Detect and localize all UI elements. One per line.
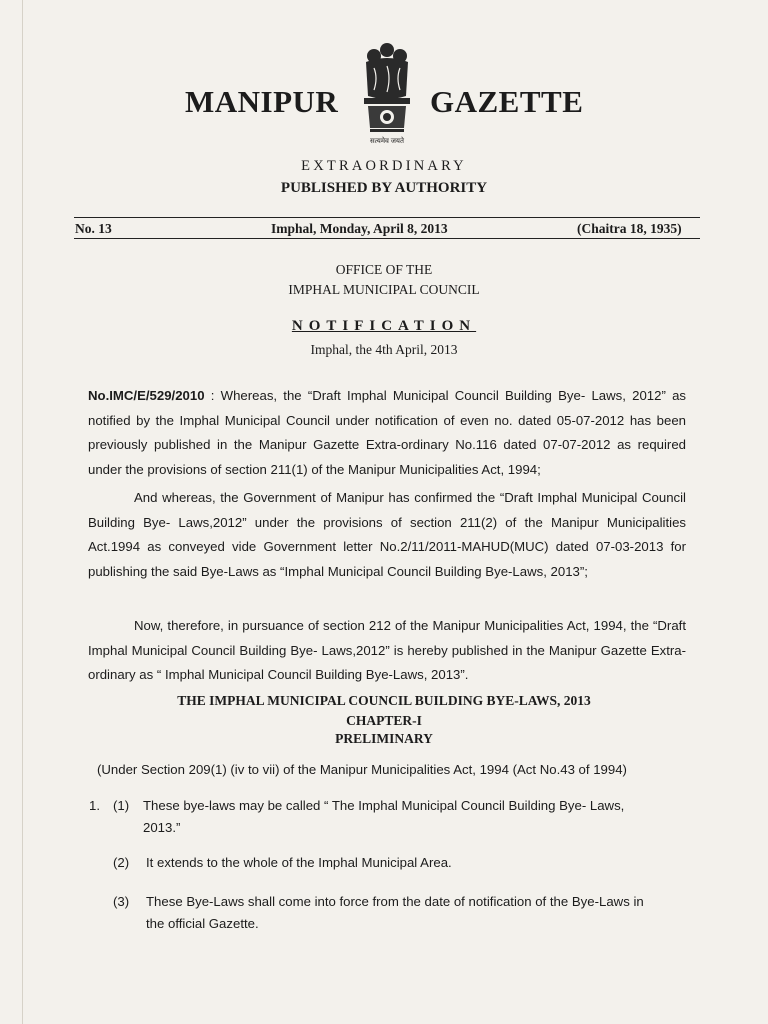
clause-3-continuation: the official Gazette. xyxy=(146,916,259,931)
issue-top-rule xyxy=(74,217,700,218)
notification-title: NOTIFICATION xyxy=(291,318,477,334)
clause-1-text: These bye-laws may be called “ The Imphal Municipal Council Building Bye- Laws, xyxy=(143,798,625,813)
emblem-motto: सत्यमेव जयते xyxy=(370,137,404,145)
paragraph-1-text: : Whereas, the “Draft Imphal Municipal Council Building Bye- Laws, 2012” as notified by the Imphal Municipal Council under notification of even no. dated 05-07-2012 has been previously published in the Manipur Gazette Extra-ordinary No.116 dated 07-07-2012 as required under the provisions of section 211(1) of the Manipur Municipalities Act, 1994; xyxy=(88,388,686,477)
edition-label: EXTRAORDINARY xyxy=(301,158,467,174)
reference-number: No.IMC/E/529/2010 xyxy=(88,388,205,403)
office-line-1: OFFICE OF THE xyxy=(335,262,433,277)
clause-2-text: It extends to the whole of the Imphal Municipal Area. xyxy=(146,855,452,870)
notification-paragraph-1 xyxy=(88,384,686,482)
clause-1-number: (1) xyxy=(113,798,130,813)
clause-2-number: (2) xyxy=(113,855,130,870)
notification-paragraph-3: Now, therefore, in pursuance of section 212 of the Manipur Municipalities Act, 1994, the “Draft Imphal Municipal Council Building Bye- Laws,2012” is hereby published in the Manipur Gazette Extra-ordinary as “ Imphal Municipal Council Building Bye-Laws, 2013”. xyxy=(88,618,686,683)
byelaws-title: THE IMPHAL MUNICIPAL COUNCIL BUILDING BYE-LAWS, 2013 xyxy=(177,693,591,708)
notification-paragraph-2: And whereas, the Government of Manipur has confirmed the “Draft Imphal Municipal Council Building Bye- Laws,2012” under the provisions of section 211(2) of the Manipur Municipalities Act.1994 as conveyed vide Government letter No.2/11/2011-MAHUD(MUC) dated 07-03-2013 for publishing the said Bye-Laws as “Imphal Municipal Council Building Bye-Laws, 2013”; xyxy=(88,490,686,579)
masthead-title-left: MANIPUR xyxy=(185,84,339,119)
notification-dateline: Imphal, the 4th April, 2013 xyxy=(310,342,458,357)
chapter-title: PRELIMINARY xyxy=(335,731,433,746)
scan-margin-line xyxy=(22,0,23,1024)
under-section-note: (Under Section 209(1) (iv to vii) of the Manipur Municipalities Act, 1994 (Act No.43 of 1994) xyxy=(97,762,627,777)
clause-3-number: (3) xyxy=(113,894,130,909)
office-line-2: IMPHAL MUNICIPAL COUNCIL xyxy=(288,282,480,297)
issue-number: No. 13 xyxy=(75,221,112,236)
item-number: 1. xyxy=(89,798,100,813)
authority-label: PUBLISHED BY AUTHORITY xyxy=(280,180,488,196)
masthead-title-right: GAZETTE xyxy=(430,84,584,119)
state-emblem-icon xyxy=(354,36,420,152)
chapter-label: CHAPTER-I xyxy=(346,713,422,728)
issue-place-date: Imphal, Monday, April 8, 2013 xyxy=(271,221,448,236)
issue-saka-date: (Chaitra 18, 1935) xyxy=(577,221,682,236)
clause-3-text: These Bye-Laws shall come into force from the date of notification of the Bye-Laws in xyxy=(146,894,644,909)
clause-1-continuation: 2013.” xyxy=(143,820,181,835)
issue-bottom-rule xyxy=(74,238,700,239)
